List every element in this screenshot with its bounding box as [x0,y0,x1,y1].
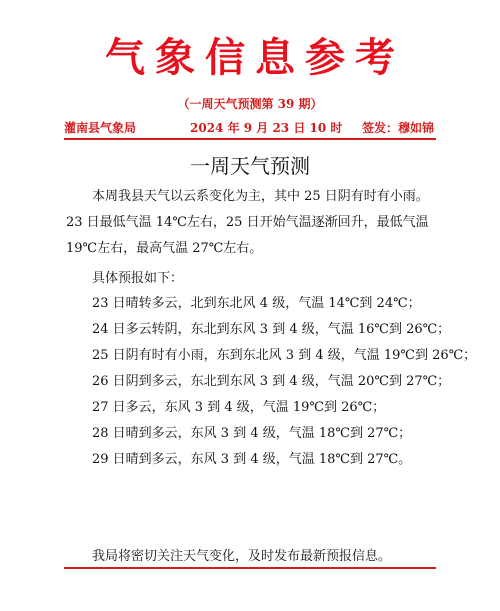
forecast-day: 23 日晴转多云，北到东北风 4 级，气温 14℃到 24℃； [92,296,421,311]
forecast-day: 25 日阴有时有小雨，东到东北风 3 到 4 级，气温 19℃到 26℃； [92,348,477,363]
forecast-day: 27 日多云，东风 3 到 4 级，气温 19℃到 26℃； [92,400,386,415]
issuer-name: 灌南县气象局 [64,121,137,135]
header-divider [64,138,436,140]
footer-divider [64,567,436,569]
signer: 签发：穆如锦 [361,121,434,135]
forecast-day: 24 日多云转阴，东北到东风 3 到 4 级，气温 16℃到 26℃； [92,322,451,337]
daily-forecast-list [66,291,477,473]
document-title: 一周天气预测 [190,154,310,178]
closing-statement: 我局将密切关注天气变化，及时发布最新预报信息。 [92,549,392,564]
forecast-day: 26 日阴到多云，东北到东风 3 到 4 级，气温 20℃到 27℃； [92,374,451,389]
issue-number: （一周天气预测第 39 期） [177,97,323,111]
issue-date: 2024 年 9 月 23 日 10 时 [190,121,343,135]
intro-paragraph [66,184,438,262]
forecast-day: 29 日晴到多云，东风 3 到 4 级，气温 18℃到 27℃。 [92,452,412,467]
forecast-subheading: 具体预报如下： [92,271,184,286]
intro-text: 本周我县天气以云系变化为主，其中 25 日阴有时有小雨。23 日最低气温 14℃左右，25 日开始气温逐渐回升，最低气温 19℃左右，最高气温 27℃左右。 [66,189,429,256]
masthead-title: 气象信息参考 [105,34,405,81]
forecast-day: 28 日晴到多云，东风 3 到 4 级，气温 18℃到 27℃； [92,426,412,441]
header-meta-row [64,119,434,135]
